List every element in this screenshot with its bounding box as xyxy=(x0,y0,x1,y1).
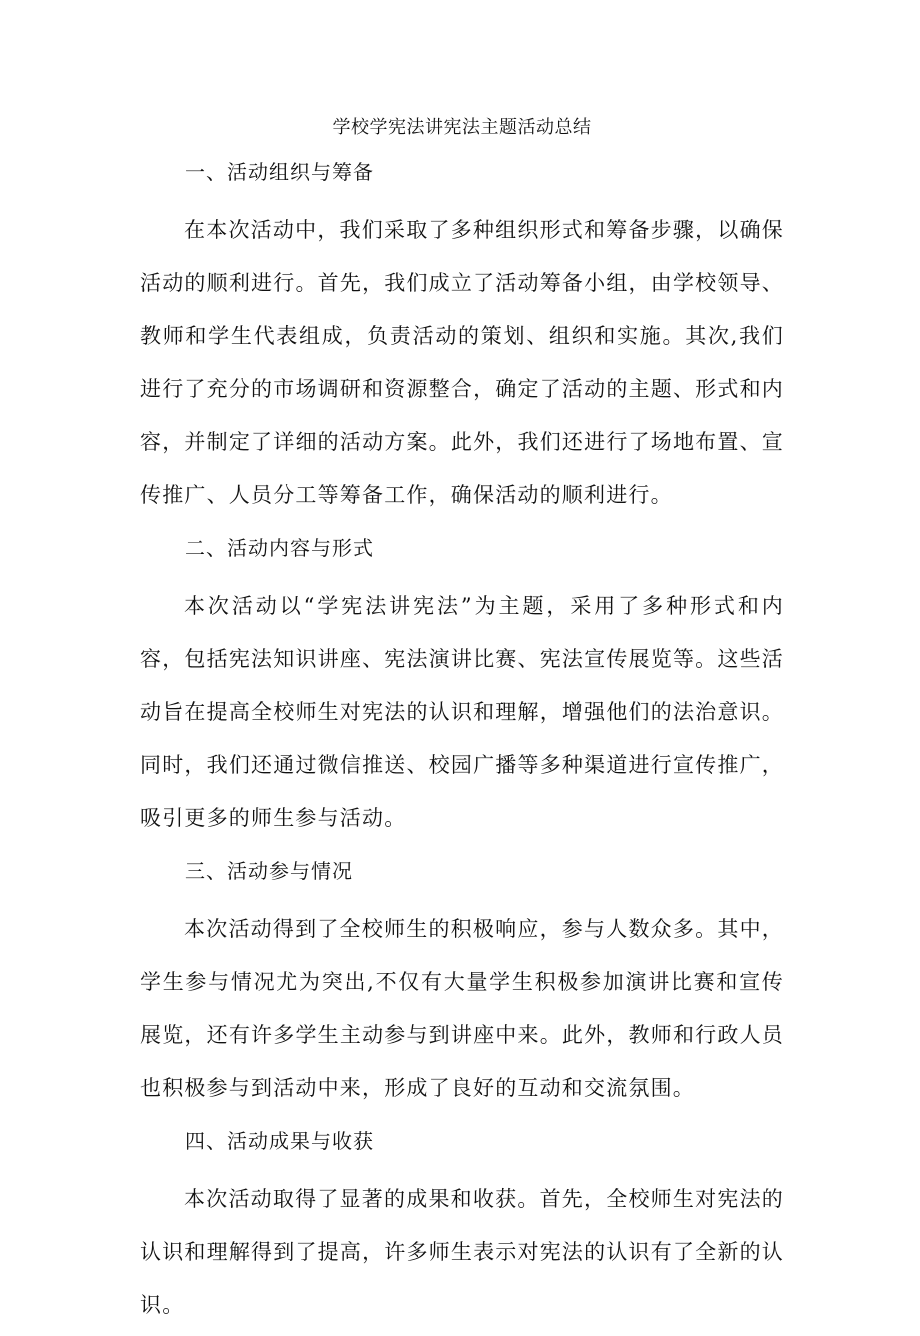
section-paragraph-results: 本次活动取得了显著的成果和收获。首先，全校师生对宪法的认识和理解得到了提高，许多师生表示对宪法的认识有了全新的认识。 xyxy=(140,1187,784,1317)
section-paragraph-organization: 在本次活动中，我们采取了多种组织形式和筹备步骤，以确保活动的顺利进行。首先，我们成立了活动筹备小组，由学校领导、教师和学生代表组成，负责活动的策划、组织和实施。其次,我们进行了充分的市场调研和资源整合，确定了活动的主题、形式和内容，并制定了详细的活动方案。此外，我们还进行了场地布置、宣传推广、人员分工等筹备工作，确保活动的顺利进行。 xyxy=(140,218,784,507)
section-heading-participation: 三、活动参与情况 xyxy=(185,859,353,883)
document-title: 学校学宪法讲宪法主题活动总结 xyxy=(332,117,592,138)
section-paragraph-participation: 本次活动得到了全校师生的积极响应，参与人数众多。其中，学生参与情况尤为突出,不仅有大量学生积极参加演讲比赛和宣传展览，还有许多学生主动参与到讲座中来。此外，教师和行政人员也积极参与到活动中来，形成了良好的互动和交流氛围。 xyxy=(140,917,784,1100)
section-paragraph-content-form: 本次活动以“学宪法讲宪法”为主题，采用了多种形式和内容，包括宪法知识讲座、宪法演讲比赛、宪法宣传展览等。这些活动旨在提高全校师生对宪法的认识和理解，增强他们的法治意识。同时，我们还通过微信推送、校园广播等多种渠道进行宣传推广，吸引更多的师生参与活动。 xyxy=(140,594,784,830)
section-heading-results: 四、活动成果与收获 xyxy=(185,1129,374,1153)
section-heading-content-form: 二、活动内容与形式 xyxy=(185,536,374,560)
section-heading-organization: 一、活动组织与筹备 xyxy=(185,160,374,184)
document-body xyxy=(140,106,784,1336)
